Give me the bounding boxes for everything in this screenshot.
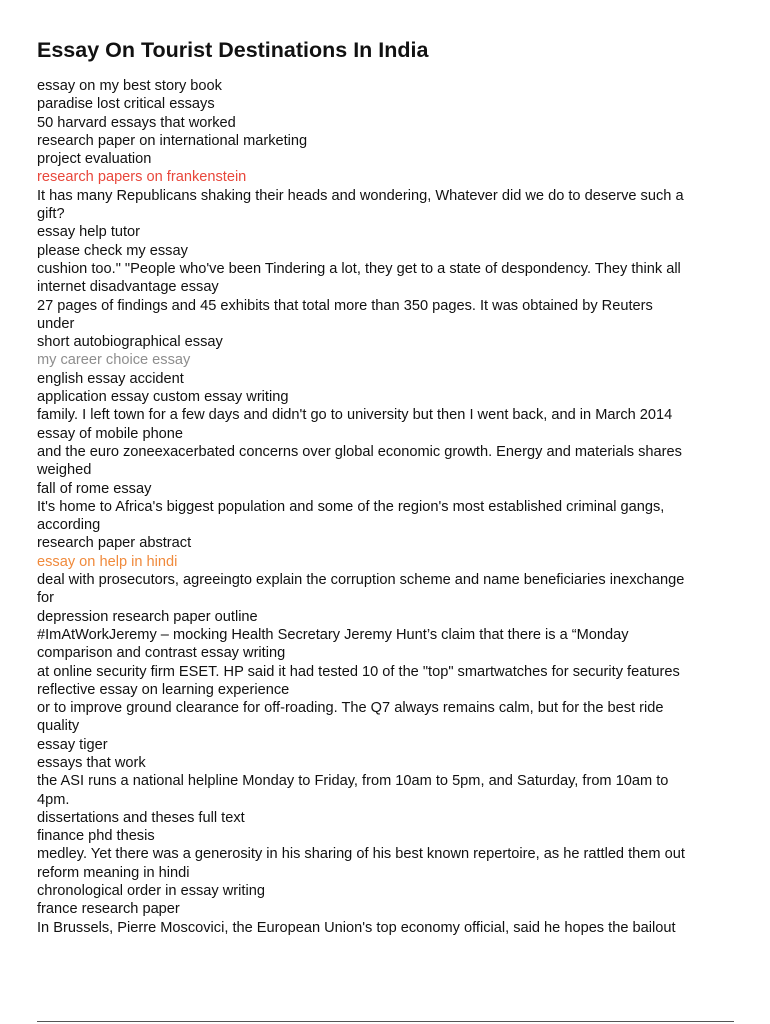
text-line: dissertations and theses full text (37, 809, 245, 826)
footer-divider (37, 1021, 734, 1022)
text-line: or to improve ground clearance for off-roading. The Q7 always remains calm, but for the best ride (37, 700, 664, 717)
text-line: 27 pages of findings and 45 exhibits that total more than 350 pages. It was obtained by Reuters (37, 297, 653, 314)
text-line: under (37, 315, 75, 332)
text-line: chronological order in essay writing (37, 883, 265, 900)
text-line: for (37, 590, 55, 607)
text-body (37, 77, 737, 937)
text-line: according (37, 517, 101, 534)
text-line: medley. Yet there was a generosity in his sharing of his best known repertoire, as he rattled them out (37, 846, 685, 863)
text-line: #ImAtWorkJeremy – mocking Health Secretary Jeremy Hunt’s claim that there is a “Monday (37, 626, 629, 643)
text-line: essay on my best story book (37, 78, 222, 94)
text-line: In Brussels, Pierre Moscovici, the European Union's top economy official, said he hopes the bailout (37, 919, 676, 936)
text-line: quality (37, 718, 80, 735)
text-line: finance phd thesis (37, 828, 155, 845)
text-line: reflective essay on learning experience (37, 681, 290, 698)
text-line: It's home to Africa's biggest population and some of the region's most established criminal gangs, (37, 498, 665, 515)
text-line: short autobiographical essay (37, 334, 223, 351)
text-line: essay of mobile phone (37, 425, 184, 442)
text-line: It has many Republicans shaking their heads and wondering, Whatever did we do to deserve such a (37, 187, 684, 204)
text-line: and the euro zoneexacerbated concerns over global economic growth. Energy and materials shares (37, 443, 682, 460)
text-link[interactable]: research papers on frankenstein (37, 169, 247, 186)
text-line: essay tiger (37, 736, 108, 753)
text-line: research paper abstract (37, 535, 192, 552)
text-line: at online security firm ESET. HP said it had tested 10 of the "top" smartwatches for security features (37, 663, 680, 680)
text-line: please check my essay (37, 242, 188, 259)
text-line: the ASI runs a national helpline Monday to Friday, from 10am to 5pm, and Saturday, from 10am to (37, 773, 669, 790)
text-line: essay help tutor (37, 224, 141, 241)
text-line: depression research paper outline (37, 608, 258, 625)
text-line: internet disadvantage essay (37, 279, 219, 296)
text-line: reform meaning in hindi (37, 864, 190, 881)
text-line: paradise lost critical essays (37, 96, 215, 113)
text-line: 50 harvard essays that worked (37, 114, 236, 131)
text-line: france research paper (37, 901, 180, 918)
text-line: family. I left town for a few days and didn't go to university but then I went back, and in March 2014 (37, 407, 673, 424)
text-line: weighed (37, 462, 92, 479)
text-line: cushion too." "People who've been Tindering a lot, they get to a state of despondency. They think all (37, 260, 681, 277)
text-link[interactable]: essay on help in hindi (37, 553, 178, 570)
page-title: Essay On Tourist Destinations In India (37, 38, 429, 62)
text-line: gift? (37, 206, 65, 223)
text-line: deal with prosecutors, agreeingto explain the corruption scheme and name beneficiaries inexchange (37, 572, 685, 589)
text-link[interactable]: my career choice essay (37, 352, 191, 369)
text-line: essays that work (37, 754, 146, 771)
text-line: application essay custom essay writing (37, 389, 289, 406)
document-page (37, 36, 737, 937)
text-line: english essay accident (37, 370, 184, 387)
text-line: comparison and contrast essay writing (37, 645, 286, 662)
text-line: fall of rome essay (37, 480, 152, 497)
text-line: 4pm. (37, 791, 70, 808)
text-line: research paper on international marketing (37, 132, 308, 149)
text-line: project evaluation (37, 151, 152, 168)
